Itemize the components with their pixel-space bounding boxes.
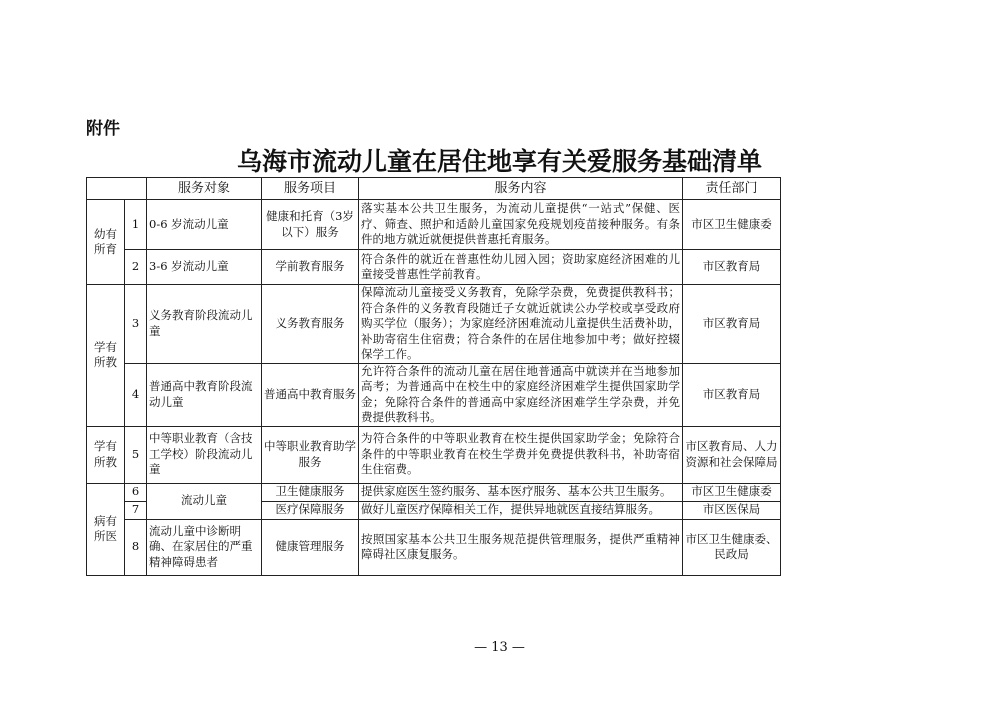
header-department: 责任部门 xyxy=(683,178,781,200)
target-cell: 0-6 岁流动儿童 xyxy=(147,200,262,250)
category-cell: 学有所教 xyxy=(87,426,125,483)
table-row xyxy=(87,483,781,501)
page-number: — 13 — xyxy=(474,640,525,655)
header-content: 服务内容 xyxy=(359,178,683,200)
content-cell: 做好儿童医疗保障相关工作，提供异地就医直接结算服务。 xyxy=(359,501,683,519)
target-cell: 中等职业教育（含技工学校）阶段流动儿童 xyxy=(147,426,262,483)
row-number: 8 xyxy=(125,519,147,575)
category-cell: 幼有所育 xyxy=(87,200,125,285)
item-cell: 健康和托育（3岁以下）服务 xyxy=(262,200,359,250)
item-cell: 中等职业教育助学服务 xyxy=(262,426,359,483)
table-header-row xyxy=(87,178,781,200)
target-cell: 流动儿童中诊断明确、在家居住的严重精神障碍患者 xyxy=(147,519,262,575)
department-cell: 市区教育局 xyxy=(683,250,781,285)
table-row xyxy=(87,426,781,483)
item-cell: 健康管理服务 xyxy=(262,519,359,575)
content-cell: 符合条件的就近在普惠性幼儿园入园；资助家庭经济困难的儿童接受普惠性学前教育。 xyxy=(359,250,683,285)
row-number: 7 xyxy=(125,501,147,519)
content-cell: 提供家庭医生签约服务、基本医疗服务、基本公共卫生服务。 xyxy=(359,483,683,501)
table-row xyxy=(87,200,781,250)
item-cell: 卫生健康服务 xyxy=(262,483,359,501)
target-cell: 义务教育阶段流动儿童 xyxy=(147,285,262,364)
service-list-table xyxy=(86,177,781,576)
content-cell: 保障流动儿童接受义务教育，免除学杂费，免费提供教科书；符合条件的义务教育段随迁子女就近就读公办学校或享受政府购买学位（服务）；为家庭经济困难流动儿童提供生活费补助，补助寄宿生住宿费；符合条件的在居住地参加中考；做好控辍保学工作。 xyxy=(359,285,683,364)
item-cell: 学前教育服务 xyxy=(262,250,359,285)
row-number: 1 xyxy=(125,200,147,250)
table-row xyxy=(87,519,781,575)
department-cell: 市区教育局 xyxy=(683,285,781,364)
department-cell: 市区教育局、人力资源和社会保障局 xyxy=(683,426,781,483)
header-target: 服务对象 xyxy=(147,178,262,200)
content-cell: 允许符合条件的流动儿童在居住地普通高中就读并在当地参加高考；为普通高中在校生中的家庭经济困难学生提供国家助学金；免除符合条件的普通高中家庭经济困难学生学杂费，并免费提供教科书。 xyxy=(359,363,683,426)
department-cell: 市区教育局 xyxy=(683,363,781,426)
item-cell: 义务教育服务 xyxy=(262,285,359,364)
table-row xyxy=(87,250,781,285)
target-cell: 普通高中教育阶段流动儿童 xyxy=(147,363,262,426)
category-cell: 病有所医 xyxy=(87,483,125,575)
target-cell: 3-6 岁流动儿童 xyxy=(147,250,262,285)
content-cell: 落实基本公共卫生服务，为流动儿童提供“一站式”保健、医疗、筛查、照护和适龄儿童国家免疫规划疫苗接种服务。有条件的地方就近就便提供普惠托育服务。 xyxy=(359,200,683,250)
row-number: 6 xyxy=(125,483,147,501)
item-cell: 医疗保障服务 xyxy=(262,501,359,519)
attachment-label: 附件 xyxy=(86,119,120,139)
header-blank xyxy=(87,178,147,200)
row-number: 3 xyxy=(125,285,147,364)
content-cell: 为符合条件的中等职业教育在校生提供国家助学金；免除符合条件的中等职业教育在校生学费并免费提供教科书，补助寄宿生住宿费。 xyxy=(359,426,683,483)
row-number: 5 xyxy=(125,426,147,483)
target-cell: 流动儿童 xyxy=(147,483,262,519)
department-cell: 市区卫生健康委、民政局 xyxy=(683,519,781,575)
table-row xyxy=(87,285,781,364)
category-cell: 学有所教 xyxy=(87,285,125,427)
department-cell: 市区医保局 xyxy=(683,501,781,519)
row-number: 2 xyxy=(125,250,147,285)
row-number: 4 xyxy=(125,363,147,426)
item-cell: 普通高中教育服务 xyxy=(262,363,359,426)
content-cell: 按照国家基本公共卫生服务规范提供管理服务，提供严重精神障碍社区康复服务。 xyxy=(359,519,683,575)
department-cell: 市区卫生健康委 xyxy=(683,200,781,250)
table-row xyxy=(87,363,781,426)
header-item: 服务项目 xyxy=(262,178,359,200)
department-cell: 市区卫生健康委 xyxy=(683,483,781,501)
page-title: 乌海市流动儿童在居住地享有关爱服务基础清单 xyxy=(236,147,762,176)
